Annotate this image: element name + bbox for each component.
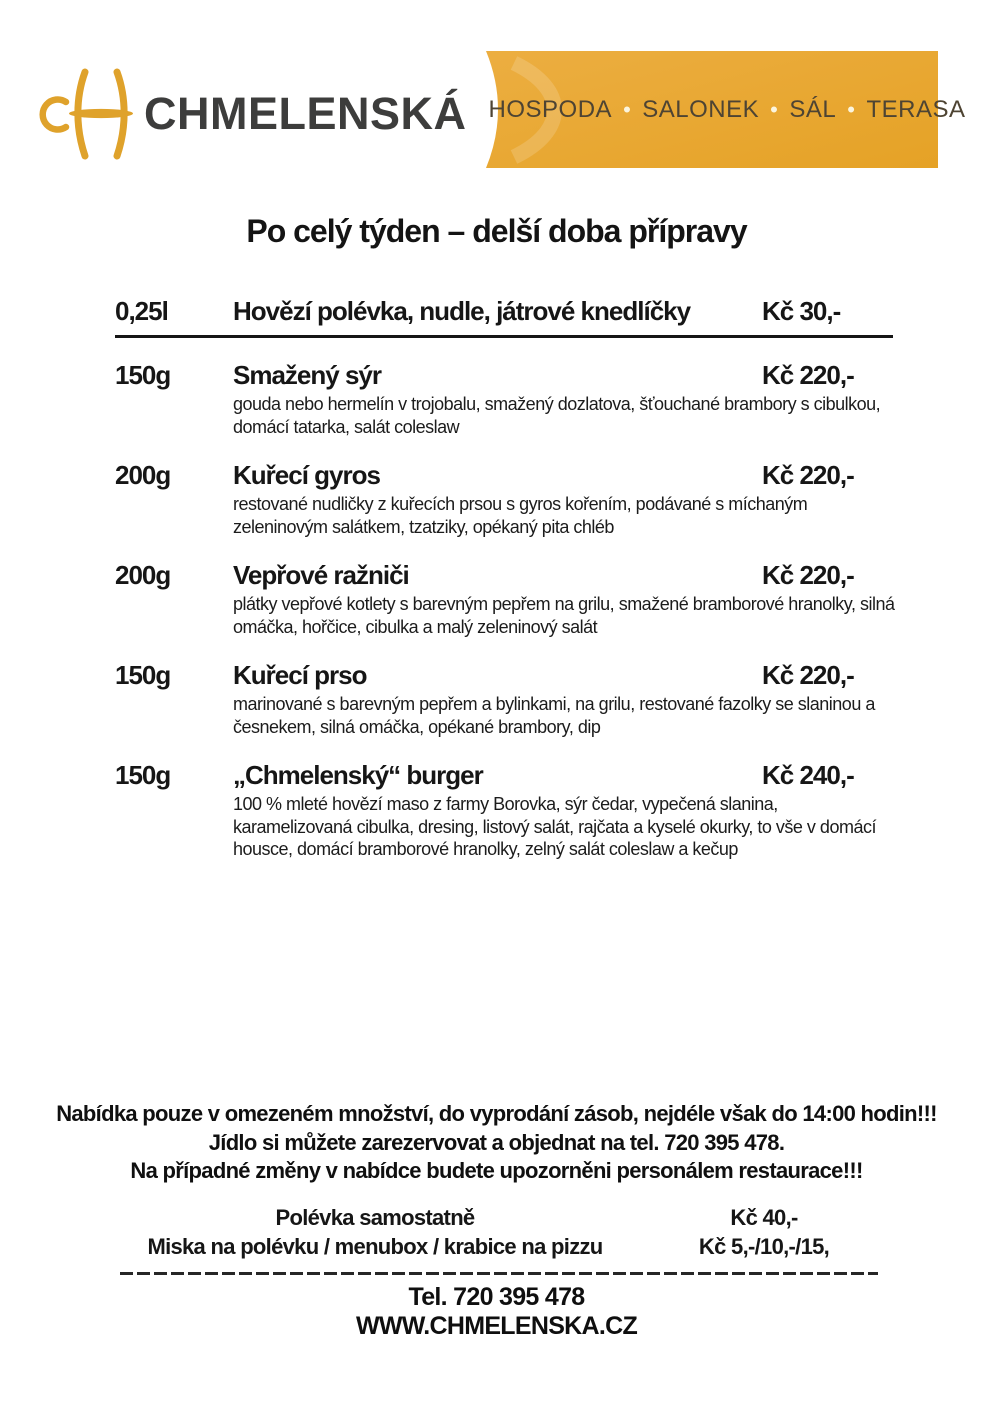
contact-phone: Tel. 720 395 478 xyxy=(408,1283,585,1311)
section-divider xyxy=(115,335,893,338)
portion-label: 150g xyxy=(115,660,171,690)
dish-name: Kuřecí gyros xyxy=(233,460,380,490)
menu-item-smazeny-syr xyxy=(115,360,893,438)
portion-label: 150g xyxy=(115,760,171,790)
extra-row-packaging xyxy=(115,1232,893,1261)
menu-list xyxy=(115,296,893,883)
availability-notes xyxy=(0,1100,993,1186)
dashed-divider xyxy=(120,1272,878,1275)
extras-list xyxy=(115,1203,893,1261)
portion-label: 0,25l xyxy=(115,296,168,326)
portion-label: 200g xyxy=(115,560,171,590)
dish-price: Kč 30,- xyxy=(762,296,841,326)
dish-description: gouda nebo hermelín v trojobalu, smažený dozlatova, šťouchané brambory s cibulkou, domácí tatarka, salát coleslaw xyxy=(233,394,881,437)
banner-item-hospoda: HOSPODA xyxy=(488,95,613,123)
portion-label: 200g xyxy=(115,460,171,490)
dish-name: „Chmelenský“ burger xyxy=(233,760,483,790)
dish-price: Kč 220,- xyxy=(762,360,854,390)
menu-item-soup xyxy=(115,296,893,338)
contact-block xyxy=(0,1283,993,1341)
note-line-3: Na případné změny v nabídce budete upozorněni personálem restaurace!!! xyxy=(130,1158,863,1183)
menu-item-chmelensky-burger xyxy=(115,760,893,861)
page-title: Po celý týden – delší doba přípravy xyxy=(246,213,747,249)
portion-label: 150g xyxy=(115,360,171,390)
note-line-2: Jídlo si můžete zarezervovat a objednat na tel. 720 395 478. xyxy=(208,1129,785,1155)
extra-price: Kč 5,-/10,-/15, xyxy=(698,1234,830,1259)
dish-description: plátky vepřové kotlety s barevným pepřem na grilu, smažené bramborové hranolky, silná omáčka, hořčice, cibulka a malý zeleninový salát xyxy=(233,594,895,637)
chmelenska-logo-icon xyxy=(38,66,136,162)
dish-name: Vepřové ražniči xyxy=(233,560,409,590)
dish-price: Kč 220,- xyxy=(762,460,854,490)
dish-price: Kč 220,- xyxy=(762,560,854,590)
brand-logo-group xyxy=(38,66,467,162)
extra-price: Kč 40,- xyxy=(730,1205,798,1230)
banner-separator-dot: • xyxy=(770,96,779,122)
extra-name: Miska na polévku / menubox / krabice na pizzu xyxy=(147,1234,603,1259)
dish-description: marinované s barevným pepřem a bylinkami, na grilu, restované fazolky se slaninou a česnekem, silná omáčka, opékané brambory, dip xyxy=(233,694,875,737)
dish-name: Hovězí polévka, nudle, játrové knedlíčky xyxy=(233,296,691,326)
contact-website: WWW.CHMELENSKA.CZ xyxy=(355,1312,638,1340)
dish-price: Kč 220,- xyxy=(762,660,854,690)
dish-description: restované nudličky z kuřecích prsou s gyros kořením, podávané s míchaným zeleninovým salátkem, tzatziky, opékaný pita chléb xyxy=(233,494,808,537)
extra-name: Polévka samostatně xyxy=(275,1205,475,1230)
menu-item-veprove-raznici xyxy=(115,560,893,638)
banner-separator-dot: • xyxy=(847,96,856,122)
brand-wordmark: CHMELENSKÁ xyxy=(144,88,467,139)
banner-text xyxy=(486,51,966,168)
menu-item-kureci-gyros xyxy=(115,460,893,538)
header-banner xyxy=(486,51,966,168)
dish-price: Kč 240,- xyxy=(762,760,854,790)
dish-description: 100 % mleté hovězí maso z farmy Borovka, sýr čedar, vypečená slanina, karamelizovaná cibulka, dresing, listový salát, rajčata a kyselé okurky, to vše v domácí housce, domácí bramborové hranolky, zelný salát coleslaw a kečup xyxy=(233,794,876,859)
banner-item-salonek: SALONEK xyxy=(642,95,760,123)
dish-name: Smažený sýr xyxy=(233,360,381,390)
banner-separator-dot: • xyxy=(623,96,632,122)
banner-item-terasa: TERASA xyxy=(866,95,966,123)
menu-item-kureci-prso xyxy=(115,660,893,738)
note-line-1: Nabídka pouze v omezeném množství, do vyprodání zásob, nejdéle však do 14:00 hodin!!! xyxy=(56,1101,937,1126)
dish-name: Kuřecí prso xyxy=(233,660,367,690)
extra-row-soup-alone xyxy=(115,1203,893,1232)
banner-item-sal: SÁL xyxy=(789,95,837,123)
